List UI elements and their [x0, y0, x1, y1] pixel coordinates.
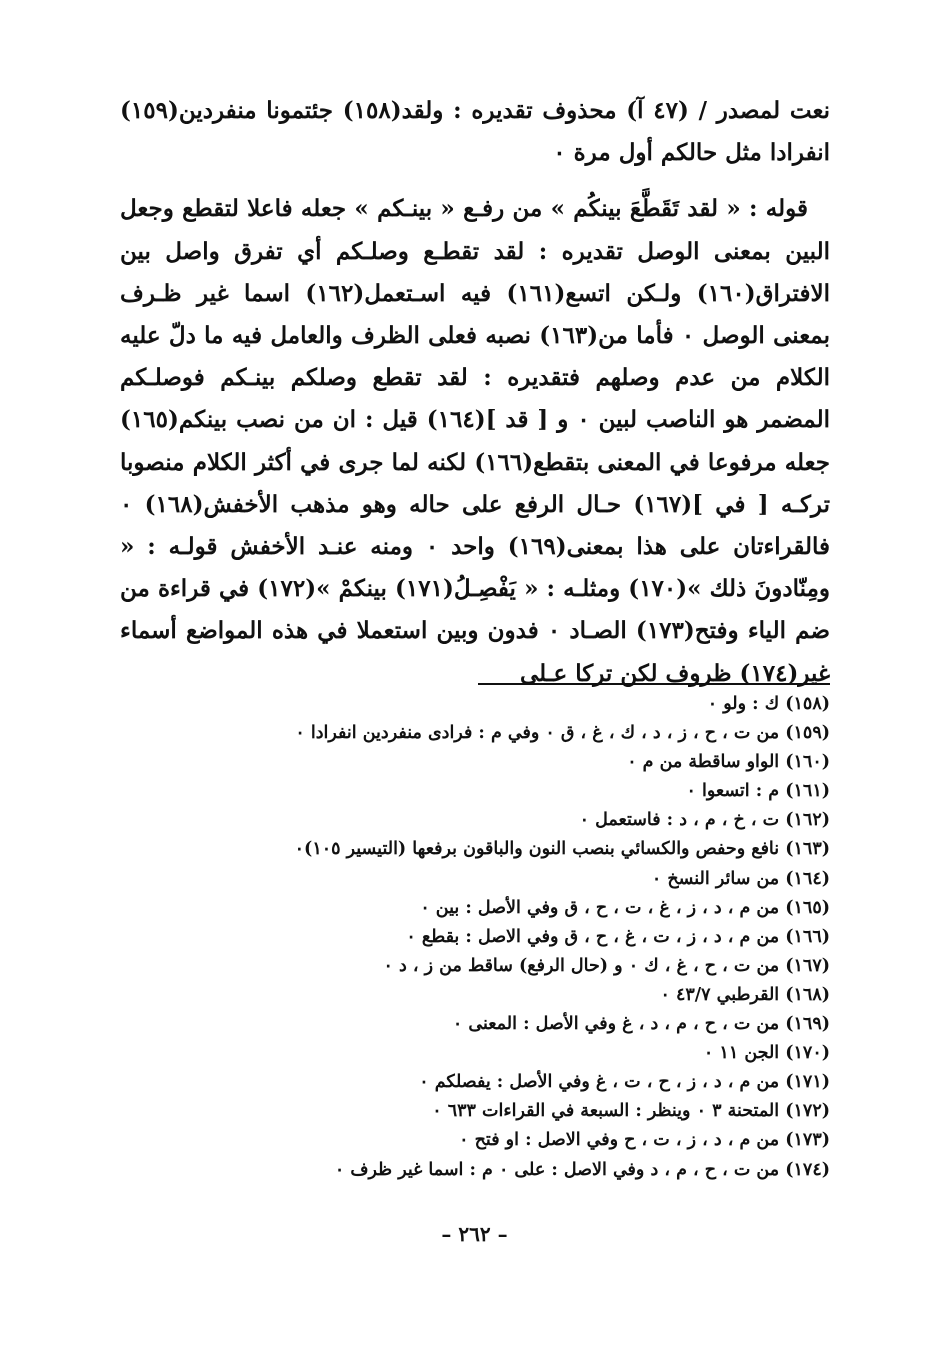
footnote-item: (١٦٠) الواو ساقطة من م ٠ [627, 752, 830, 773]
footnote-item: (١٦١) م : اتسعوا ٠ [686, 781, 830, 802]
paragraph-2: قوله : « لقد تَقَطَّعَ بينكُم » من رفـع « بينـكم » جعله فاعلا لتقطع وجعل البين بمعنى الوصل تقديره : لقد تقطـع وصلـكم أي تفرق واصل بين الافتراق(١٦٠) ولـكن اتسع(١٦١) فيه اسـتعمل(١٦٢) اسما غير ظـرف بمعنى الوصل ٠ فأما من(١٦٣) نصبه فعلى الظرف والعامل فيه ما دلّ عليه الكلام من عدم وصلهم فتقديره : لقد تقطع وصلكم بينـكم فوصلـكم المضمر هو الناصب لبين ٠ و [ قد ](١٦٤) قيل : ان من نصب بينكم(١٦٥) جعله مرفوعا في المعنى بتقطع(١٦٦) لكنه لما جرى في أكثر الكلام منصوبا تركـه [ في ](١٦٧) حـال الرفع على حاله وهو مذهب الأخفش(١٦٨) ٠ فالقراءتان على هذا بمعنى(١٦٩) واحد ٠ ومنه عنـد الأخفش قولـه : « ومِنّادونَ ذلك »(١٧٠) ومثلـه : « يَفْصِـلُ(١٧١) بينكمْ »(١٧٢) في قراءة من ضم الياء وفتح(١٧٣) الصـاد ٠ فدون وبين استعملا في هذه المواضع أسماء غير(١٧٤) ظروف لكن تركا عـلى [120, 195, 831, 687]
footnotes-list [110, 690, 830, 1185]
footnote-item: (١٧٣) من م ، د ، ز ، ت ، ح وفي الاصل : او فتح ٠ [459, 1130, 830, 1151]
footnote-item: (١٧١) من م ، د ، ز ، ح ، ت ، غ وفي الأصل : يفصلكم ٠ [419, 1072, 830, 1093]
footnote-item: (١٥٩) من ت ، ح ، ز ، د ، ك ، غ ، ق ٠ وفي م : فرادى منفردين انفرادا ٠ [295, 723, 830, 744]
footnote-item: (١٧٢) المتحنة ٣ ٠ وينظر : السبعة في القراءات ٦٣٣ ٠ [432, 1101, 830, 1122]
footnote-item: (١٥٨) ك : ولو ٠ [707, 694, 830, 714]
footnote-item: (١٦٦) من م ، د ، ز ، ت ، غ ، ح ، ق وفي الاصل : بقطع ٠ [406, 926, 830, 947]
footnote-item: (١٦٨) القرطبي ٤٣/٧ ٠ [660, 984, 830, 1005]
footnote-item: (١٧٤) من ت ، ح ، م ، د وفي الاصل : على ٠ م : اسما غير ظرف ٠ [334, 1159, 830, 1180]
page-number: – ٢٦٢ – [441, 1222, 508, 1246]
footnote-item: (١٦٥) من م ، د ، ز ، غ ، ت ، ح ، ق وفي الأصل : بين ٠ [420, 897, 830, 918]
footnote-item: (١٦٢) ت ، خ ، م ، د : فاستعمل ٠ [579, 810, 830, 831]
footnote-item: (١٦٧) من ت ، ح ، غ ، ك ٠ و (حال الرفع) ساقط من ز ، د ٠ [383, 955, 830, 976]
footnote-item: (١٦٩) من ت ، ح ، م ، د ، غ وفي الأصل : المعنى ٠ [452, 1014, 830, 1035]
footnote-separator [478, 683, 830, 685]
footnote-item: (١٦٣) نافع وحفص والكسائي بنصب النون والباقون برفعها (التيسير ١٠٥)٠ [294, 839, 830, 860]
footnote-item: (١٦٤) من سائر النسخ ٠ [651, 868, 830, 889]
main-text [120, 90, 830, 695]
paragraph-1: نعت لمصدر / (٤٧ آ) محذوف تقديره : ولقد(١٥٨) جئتمونا منفردين(١٥٩) انفرادا مثل حالكم أول مرة ٠ [120, 97, 831, 167]
footnote-item: (١٧٠) الجن ١١ ٠ [703, 1043, 830, 1064]
